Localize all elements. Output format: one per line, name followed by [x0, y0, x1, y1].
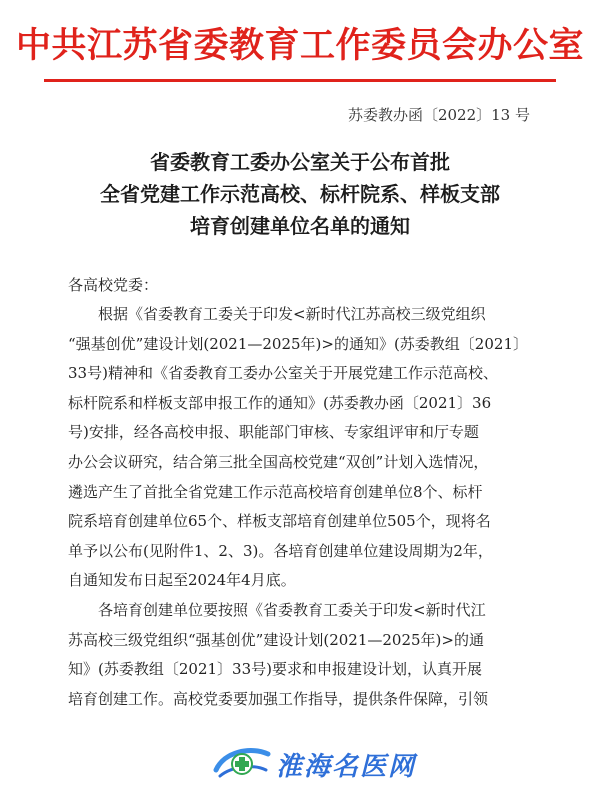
cross-logo-icon: [210, 740, 274, 782]
body-line: “强基创优”建设计划(2021—2025年)>的通知》(苏委教组〔2021〕: [68, 334, 528, 353]
body-line: 办公会议研究，结合第三批全国高校党建“双创”计划入选情况，: [68, 452, 489, 471]
body-line: 33号)精神和《省委教育工委办公室关于开展党建工作示范高校、: [68, 364, 498, 383]
notice-title: [0, 146, 600, 242]
notice-body: [68, 300, 532, 714]
salutation: 各高校党委：: [68, 276, 159, 294]
title-line: 省委教育工委办公室关于公布首批: [150, 150, 450, 174]
watermark-text: 淮海名医网: [276, 752, 417, 782]
body-line: 根据《省委教育工委关于印发<新时代江苏高校三级党组织: [98, 305, 486, 323]
body-line: 院系培育创建单位65个、样板支部培育创建单位505个，现将名: [68, 512, 491, 531]
body-line: 标杆院系和样板支部申报工作的通知》(苏委教办函〔2021〕36: [68, 393, 492, 412]
document-number: 苏委教办函〔2022〕13 号: [347, 106, 530, 124]
watermark: [210, 740, 417, 784]
body-line: 知》(苏委教组〔2021〕33号)要求和申报建设计划，认真开展: [68, 660, 482, 679]
title-line: 培育创建单位名单的通知: [190, 214, 410, 238]
red-divider: [44, 79, 556, 82]
masthead: 中共江苏省委教育工作委员会办公室: [15, 26, 584, 66]
body-line: 苏高校三级党组织“强基创优”建设计划(2021—2025年)>的通: [68, 630, 484, 649]
body-line: 培育创建工作。高校党委要加强工作指导，提供条件保障，引领: [68, 689, 489, 708]
body-line: 自通知发布日起至2024年4月底。: [68, 571, 296, 590]
body-line: 单予以公布(见附件1、2、3)。各培育创建单位建设周期为2年，: [68, 541, 493, 560]
body-line: 号)安排，经各高校申报、职能部门审核、专家组评审和厅专题: [68, 423, 479, 442]
title-line: 全省党建工作示范高校、标杆院系、样板支部: [100, 182, 500, 206]
body-line: 遴选产生了首批全省党建工作示范高校培育创建单位8个、标杆: [68, 482, 483, 501]
body-line: 各培育创建单位要按照《省委教育工委关于印发<新时代江: [98, 600, 486, 619]
